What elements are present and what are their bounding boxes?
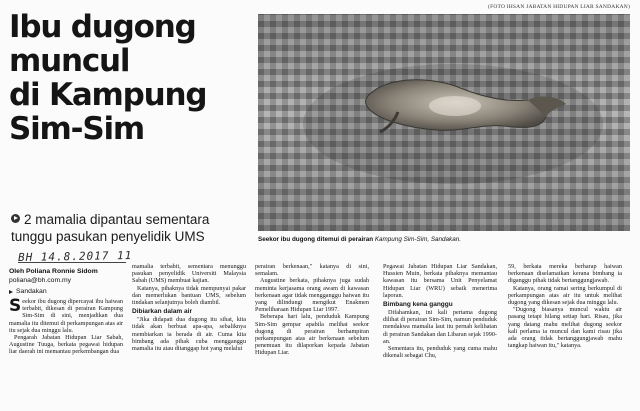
deck-text: 2 mamalia dipantau sementara tunggu pasukan penyelidik UMS — [11, 212, 210, 244]
play-triangle-icon — [9, 290, 13, 294]
stamp-underline — [18, 262, 126, 263]
body-paragraph: Sementara itu, penduduk yang cuma mahu dikenali sebagai Chu, — [383, 345, 497, 360]
article-column — [383, 263, 497, 359]
deck-bullet-icon — [11, 214, 20, 223]
handwritten-date-stamp: BH 14.8.2017 11 — [17, 249, 133, 264]
caption-bold: Seekor ibu dugong ditemui di perairan — [258, 236, 374, 243]
body-paragraph: Beberapa hari lalu, penduduk Kampung Sim-Sim gempar apabila melihat seekor dugong di perairan berhampiran perkampungan atas air berkenaan sebelum penemuan itu dilaporkan kepada Jabatan Hidupan Liar. — [255, 313, 369, 357]
body-paragraph: Katanya, orang ramai sering berkumpul di perkampungan atas air itu untuk melihat dugong yang dikesan sejak dua minggu lalu. — [508, 284, 622, 307]
dugong-photo — [258, 14, 630, 231]
headline-line: Ibu dugong — [9, 9, 196, 45]
headline — [9, 10, 239, 146]
byline-email: poliana@bh.com.my — [9, 277, 72, 284]
caption-italic: Kampung Sim-Sim, Sandakan. — [374, 236, 461, 243]
body-paragraph: Augustine berkata, pihaknya juga sudah meminta kerjasama orang awam di kawasan berkenaan agar tidak mengganggu haiwan itu yang dilindungi mengikut Enakmen Pemeliharaan Hidupan Liar 1997. — [255, 277, 369, 314]
photo-caption — [258, 236, 630, 243]
deck — [11, 211, 249, 245]
drop-cap: S — [9, 296, 22, 316]
body-paragraph: Pegawai Jabatan Hidupan Liar Sandakan, Hussien Muin, berkata pihaknya memantau kawasan itu bersama Unit Penyelamat Hidupan Liar (WRU) sebaik menerima laporan. — [383, 263, 497, 299]
photo-credit: (FOTO IHSAN JABATAN HIDUPAN LIAR SANDAKAN) — [488, 4, 630, 10]
dugong-illustration — [258, 14, 630, 231]
article-column — [132, 263, 246, 352]
article-column — [255, 263, 369, 357]
article-column — [9, 298, 123, 356]
body-paragraph: "Jika didapati dua dugong itu sihat, kita tidak akan berbuat apa-apa, sebaliknya membiarkan ia berada di air. Cuma kita bimbang ada pihak cuba mengganggu mamalia itu atau ditanggap hot yang melalui — [132, 316, 246, 353]
body-paragraph: Pengarah Jabatan Hidupan Liar Sabah, Augustine Tuuga, berkata pegawai hidupan liar daerah ini memantau perkembangan dua — [9, 334, 123, 356]
headline-line: di Kampung — [9, 77, 207, 113]
headline-line: Sim-Sim — [9, 111, 144, 147]
body-paragraph: perairan berkenaan," katanya di sini, semalam. — [255, 263, 369, 278]
headline-line: muncul — [9, 43, 130, 79]
body-paragraph: mamalia terbabit, sementara menunggu pasukan penyelidik Universiti Malaysia Sabah (UMS) membuat kajian. — [132, 263, 246, 285]
section-name: Sandakan — [16, 288, 47, 295]
body-paragraph: Katanya, pihaknya tidak mempunyai pakar dan memerlukan bantuan UMS, sebelum tindakan selanjutnya boleh diambil. — [132, 284, 246, 307]
lead-paragraph: Seekor ibu dugong dipercayai ibu haiwan terbabit, dikesan di perairan Kampung Sim-Sim di sini, menjadikan dua mamalia itu ditemui di perkampungan atas air itu sejak dua minggu lalu. — [9, 296, 123, 334]
byline-name: Oleh Poliana Ronnie Sidom — [9, 268, 98, 275]
byline — [9, 267, 98, 285]
body-paragraph: 59, berkata mereka berharap haiwan berkenaan diselamatkan kerana bimbang ia diganggu pihak tidak bertanggungjawab. — [508, 263, 622, 285]
subheading: Bimbang kena ganggu — [383, 301, 453, 309]
body-paragraph: Difahamkan, ini kali pertama dugong dilihat di perairan Sim-Sim, namun penduduk mendakwa mamalia laut itu pernah kelihatan di perairan Sandakan dan Libaran sejak 1990-an. — [383, 309, 497, 345]
subheading: Dibiarkan dalam air — [132, 308, 192, 316]
article-column — [508, 263, 622, 349]
section-label — [9, 288, 47, 295]
body-paragraph: "Dugong biasanya muncul waktu air pasang tetapi hilang setiap hari. Risau, jika yang datang mahu melihat dugong seekor kali perlama ia muncul dan kami risau jika ada orang tidak bertanggungjawab mahu tangkap haiwan itu," katanya. — [508, 306, 622, 350]
